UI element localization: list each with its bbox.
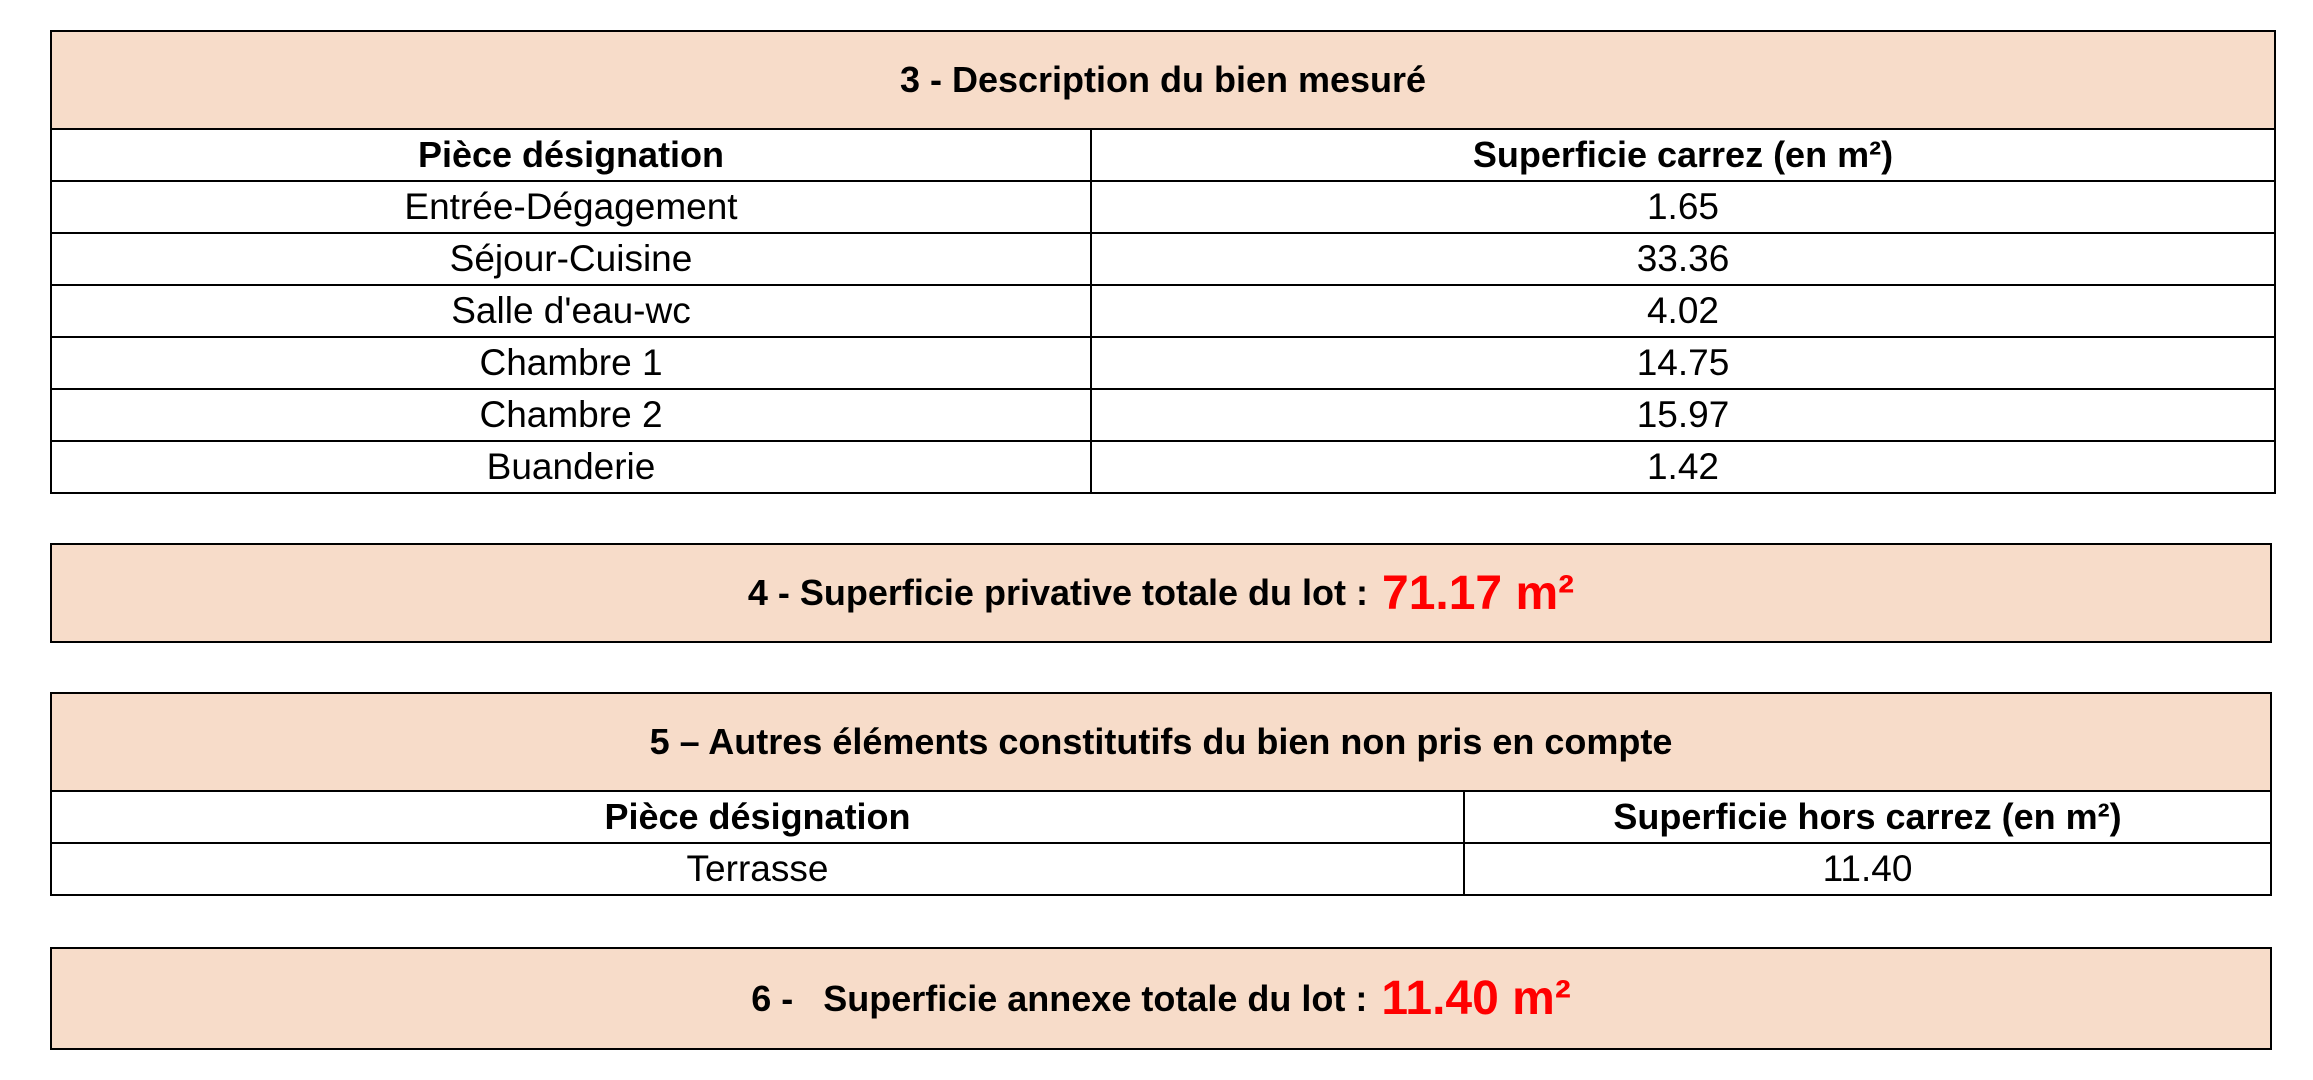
table-row [51, 441, 2275, 493]
table-row [51, 389, 2275, 441]
room-area: 4.02 [1091, 285, 2275, 337]
room-area: 1.65 [1091, 181, 2275, 233]
room-name: Chambre 1 [51, 337, 1091, 389]
room-area: 1.42 [1091, 441, 2275, 493]
section-5-title [50, 692, 2272, 792]
section-5 [50, 692, 2272, 896]
section-3-title [50, 30, 2276, 130]
section-5-title-text: 5 – Autres éléments constitutifs du bien non pris en compte [649, 721, 1673, 762]
column-header-room: Pièce désignation [51, 129, 1091, 181]
section-4-label: 4 - Superficie privative totale du lot : [747, 572, 1368, 613]
room-area: 14.75 [1091, 337, 2275, 389]
room-area: 11.40 [1464, 843, 2271, 895]
table-row [51, 233, 2275, 285]
room-name: Terrasse [51, 843, 1464, 895]
table-row [51, 337, 2275, 389]
section-6-label: 6 - Superficie annexe totale du lot : [751, 977, 1368, 1019]
section-3-title-text: 3 - Description du bien mesuré [899, 59, 1427, 100]
column-header-area: Superficie carrez (en m²) [1091, 129, 2275, 181]
table-row [51, 181, 2275, 233]
column-header-area: Superficie hors carrez (en m²) [1464, 791, 2271, 843]
room-area: 15.97 [1091, 389, 2275, 441]
section-6-value: 11.40 m² [1381, 972, 1571, 1025]
column-header-room: Pièce désignation [51, 791, 1464, 843]
section-5-table [50, 790, 2272, 896]
room-name: Salle d'eau-wc [51, 285, 1091, 337]
room-area: 33.36 [1091, 233, 2275, 285]
table-header-row [51, 791, 2271, 843]
table-row [51, 285, 2275, 337]
section-6-total [50, 947, 2272, 1050]
section-4-total [50, 543, 2272, 643]
room-name: Séjour-Cuisine [51, 233, 1091, 285]
section-3-table [50, 128, 2276, 494]
table-header-row [51, 129, 2275, 181]
room-name: Buanderie [51, 441, 1091, 493]
room-name: Chambre 2 [51, 389, 1091, 441]
section-4-value: 71.17 m² [1382, 566, 1575, 620]
table-row [51, 843, 2271, 895]
section-3 [50, 30, 2276, 494]
room-name: Entrée-Dégagement [51, 181, 1091, 233]
